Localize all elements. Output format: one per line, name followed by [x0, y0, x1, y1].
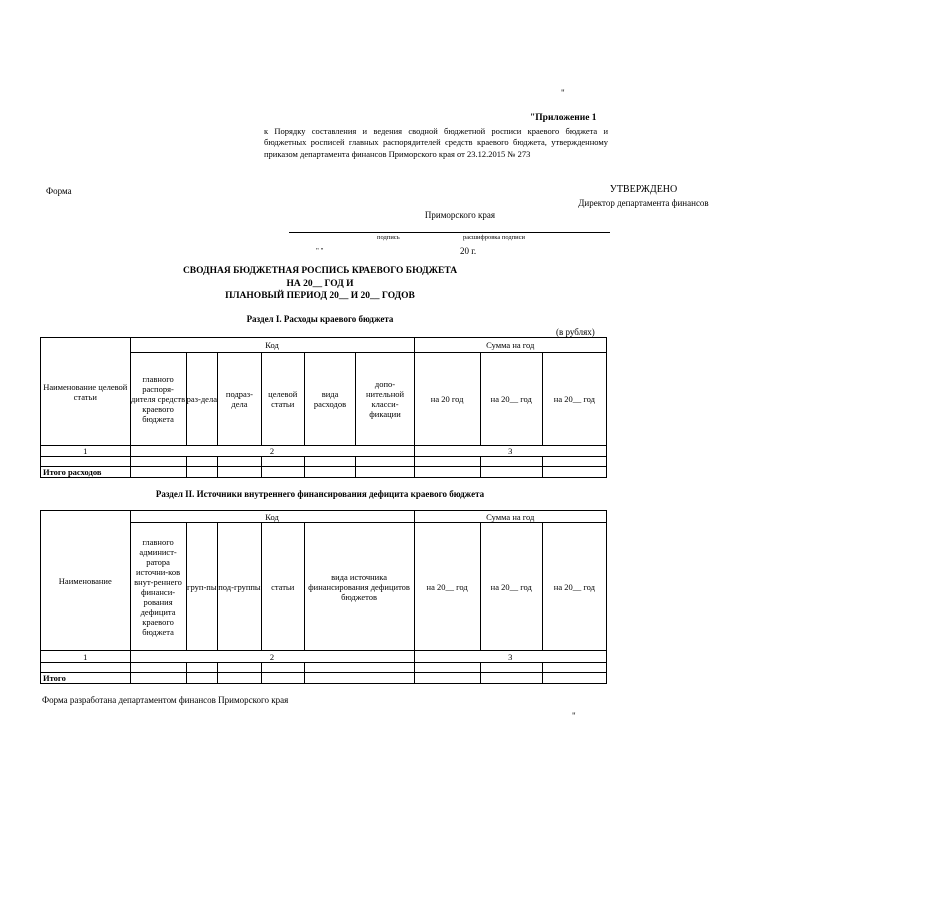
header-target-article: целевой статьи: [261, 353, 304, 446]
total-row: [41, 467, 607, 478]
sources-table: [40, 510, 607, 684]
header-sum: Сумма на год: [414, 511, 606, 523]
col-number-3: 3: [414, 651, 606, 663]
total-label: Итого расходов: [41, 467, 131, 478]
signature-line: [289, 232, 610, 233]
header-source-kind: вида источника финансирования дефицитов бюджетов: [304, 523, 414, 651]
total-label: Итого: [41, 673, 131, 684]
header-podrazdel: подраз-дела: [218, 353, 262, 446]
header-name: Наименование: [41, 511, 131, 651]
header-sum: Сумма на год: [414, 338, 606, 353]
units-label: (в рублях): [556, 327, 595, 337]
opening-quote: ": [561, 88, 565, 98]
title-line-3: ПЛАНОВЫЙ ПЕРИОД 20__ И 20__ ГОДОВ: [225, 291, 415, 301]
closing-quote: ": [572, 711, 576, 721]
header-administrator: главного админист-ратора источни-ков внут-реннего финанси-рования дефицита краевого бюджета: [130, 523, 186, 651]
header-code: Код: [130, 511, 414, 523]
form-label: Форма: [46, 186, 72, 196]
header-code: Код: [130, 338, 414, 353]
header-article: статьи: [261, 523, 304, 651]
section-2-title: Раздел II. Источники внутреннего финансирования дефицита краевого бюджета: [155, 489, 485, 499]
header-year-3: на 20__ год: [542, 353, 606, 446]
header-razdel: раз-дела: [186, 353, 218, 446]
expenses-table: [40, 337, 607, 478]
document-title: [100, 265, 540, 303]
approved-position: Директор департамента финансов: [578, 197, 709, 208]
col-number-3: 3: [414, 446, 606, 457]
col-number-2: 2: [130, 446, 414, 457]
header-year-2: на 20__ год: [480, 353, 542, 446]
total-row: [41, 673, 607, 684]
header-group: груп-пы: [186, 523, 218, 651]
header-year-1: на 20 год: [414, 353, 480, 446]
appendix-text: к Порядку составления и ведения сводной бюджетной росписи краевого бюджета и бюджетных росписей главных распорядителей средств краевого бюджета, утвержденному приказом департамента финансов Приморского края от 23.12.2015 № 273: [264, 126, 608, 159]
section-1-title: Раздел I. Расходы краевого бюджета: [246, 314, 394, 324]
col-number-2: 2: [130, 651, 414, 663]
header-year-3: на 20__ год: [542, 523, 606, 651]
footer-note: Форма разработана департаментом финансов Приморского края: [42, 695, 289, 705]
header-subgroup: под-группы: [218, 523, 262, 651]
header-year-1: на 20__ год: [414, 523, 480, 651]
header-year-2: на 20__ год: [480, 523, 542, 651]
approved-title: УТВЕРЖДЕНО: [609, 184, 678, 195]
table-row: [41, 457, 607, 467]
header-additional-class: допо-нительной класси-фикации: [356, 353, 414, 446]
table-row: [41, 663, 607, 673]
signature-caption: подпись: [377, 234, 400, 241]
date-year: 20 г.: [460, 246, 477, 256]
approval-block: [360, 184, 709, 222]
header-grbs: главного распоря-дителя средств краевого бюджета: [130, 353, 186, 446]
header-name: Наименование целевой статьи: [41, 338, 131, 446]
title-line-1: СВОДНАЯ БЮДЖЕТНАЯ РОСПИСЬ КРАЕВОГО БЮДЖЕТА: [182, 266, 458, 276]
approved-organization: Приморского края: [424, 210, 496, 220]
col-number-1: 1: [41, 446, 131, 457]
date-day-quotes: " ": [316, 247, 324, 255]
appendix-title: "Приложение 1: [530, 113, 597, 123]
title-line-2: НА 20__ ГОД И: [286, 278, 354, 289]
header-expense-kind: вида расходов: [304, 353, 356, 446]
col-number-1: 1: [41, 651, 131, 663]
signature-decode-caption: расшифровка подписи: [463, 234, 526, 241]
